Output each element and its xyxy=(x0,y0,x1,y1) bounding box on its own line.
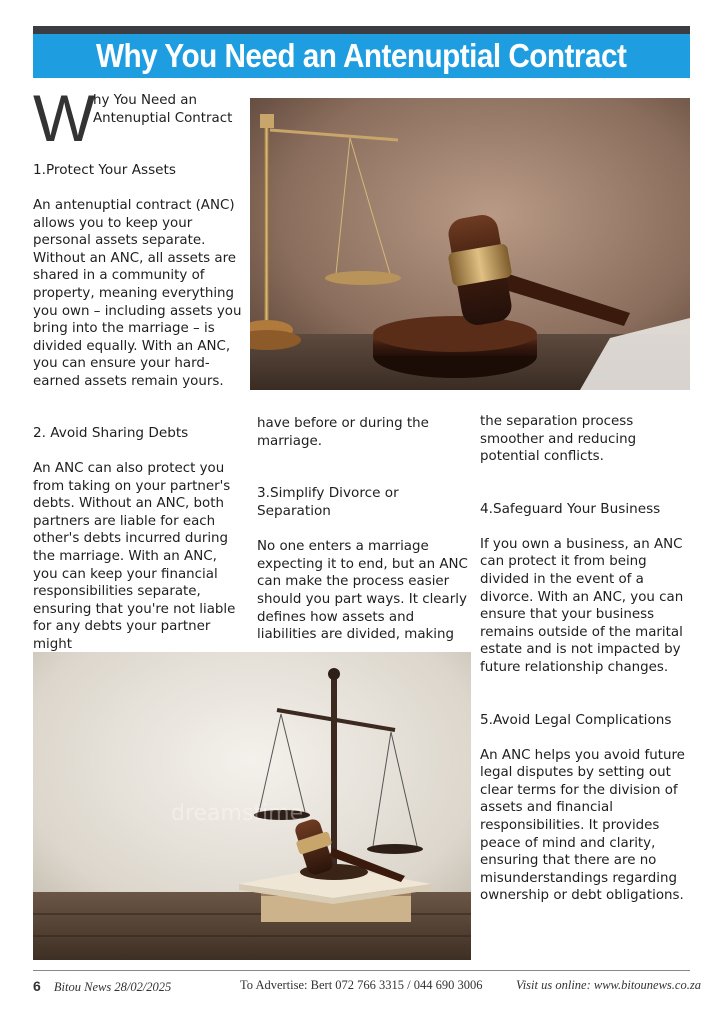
footer-website-link[interactable]: Visit us online: www.bitounews.co.za xyxy=(516,978,701,992)
page-number: 6 xyxy=(33,978,41,994)
section-3-body-continued: the separation process smoother and reducing potential conflicts. xyxy=(480,414,637,465)
footer-issue xyxy=(33,978,171,995)
scales-book-illustration xyxy=(33,652,471,960)
issue-date: Bitou News 28/02/2025 xyxy=(53,980,172,994)
footer-divider xyxy=(33,970,690,971)
section-4-body: If you own a business, an ANC can protect it from being divided in the event of a divorce. With an ANC, you can ensure that your business remains outside of the marital estate and is not impacted by future relationship changes. xyxy=(480,536,684,675)
section-4-heading: 4.Safeguard Your Business xyxy=(480,500,661,517)
section-1-heading: 1.Protect Your Assets xyxy=(33,162,176,178)
section-3-body: No one enters a marriage expecting it to end, but an ANC can make the process easier should you part ways. It clearly defines how assets and liabilities are divided, making xyxy=(257,539,468,643)
drop-cap: W xyxy=(33,81,96,155)
watermark-text: dreamstime xyxy=(171,801,304,826)
column-3 xyxy=(480,413,690,905)
scales-gavel-photo xyxy=(250,98,690,390)
section-3-heading: 3.Simplify Divorce or Separation xyxy=(257,485,399,520)
intro xyxy=(33,81,243,155)
section-5-heading: 5.Avoid Legal Complications xyxy=(480,711,672,728)
top-bar xyxy=(33,26,690,34)
column-section-2 xyxy=(33,424,245,654)
scales-book-photo xyxy=(33,652,471,960)
column-2 xyxy=(257,415,471,644)
column-section-1 xyxy=(33,161,245,391)
page-title: Why You Need an Antenuptial Contract xyxy=(33,34,690,78)
intro-text: hy You Need an Antenuptial Contract xyxy=(93,93,233,126)
section-2-body: An ANC can also protect you from taking on your partner's debts. Without an ANC, both partners are liable for each other's debts incurred during the marriage. With an ANC, you can keep your financial responsibilities separate, ensuring that you're not liable for any debts your partner might xyxy=(33,461,236,652)
section-5-body: An ANC helps you avoid future legal disputes by setting out clear terms for the division of assets and financial responsibilities. It provides peace of mind and clarity, ensuring that there are no misunderstandings regarding ownership or debt obligations. xyxy=(480,747,685,904)
section-2-heading: 2. Avoid Sharing Debts xyxy=(33,425,189,441)
footer-advertise: To Advertise: Bert 072 766 3315 / 044 690 3006 xyxy=(240,978,483,992)
scales-gavel-illustration xyxy=(250,98,690,390)
section-1-body: An antenuptial contract (ANC) allows you to keep your personal assets separate. Without an ANC, all assets are shared in a community of property, meaning everything you own – including assets you bring into the marriage – is divided equally. With an ANC, you can ensure your hard-earned assets remain yours. xyxy=(33,198,242,389)
section-2-body-continued: have before or during the marriage. xyxy=(257,416,429,449)
